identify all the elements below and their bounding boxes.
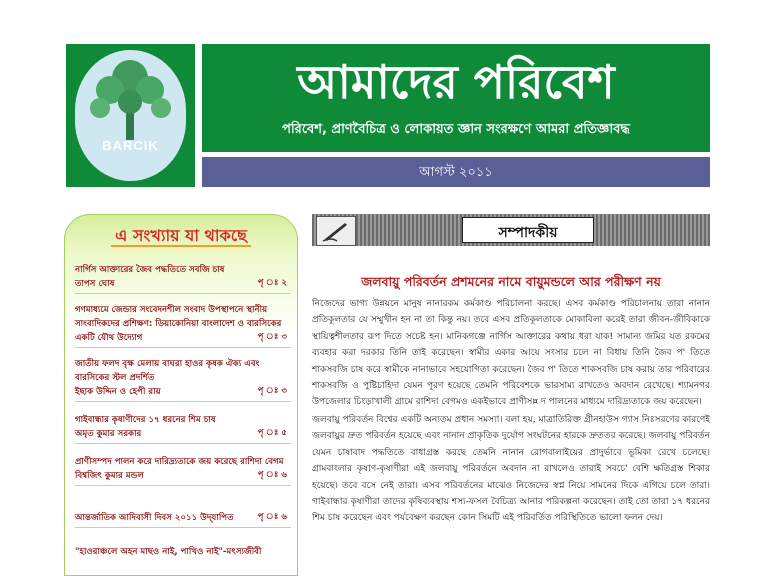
newsletter-tagline: পরিবেশ, প্রাণবৈচিত্র ও লোকায়ত জ্ঞান সংরক্ষণে আমরা প্রতিজ্ঞাবদ্ধ <box>282 122 630 137</box>
editorial-banner <box>312 214 710 246</box>
issue-date-bar <box>202 157 710 187</box>
contents-item-author: তাপস ঘোষ <box>75 279 115 289</box>
editorial-headline: জলবায়ু পরিবর্তন প্রশমনের নামে বায়ুমন্ডলে আর পরীক্ষণ নয় <box>361 274 661 289</box>
issue-date: আগস্ট ২০১১ <box>419 165 493 180</box>
editorial-paragraph: নিজেদের ভাগ্য উন্নয়নে মানুষ নানারকম কর্মকাণ্ড পরিচালনা করছে। এসব কর্মকাণ্ড পরিচালনায় তারা নানান প্রতিকূলতার যে সম্মুখীন হন না তা কিন্তু নয়। তবে এসব প্রতিকূলতাকে মোকাবিলা করেই তারা জীবন-জীবিকাকে স্থায়িত্বশীলতার রূপ দিতে সচেষ্ট হন। মানিকগঞ্জে নার্গিস আক্তারের কথায় ধরা যাক! সামান্য জমির যত রকমের ব্যবহার করা দরকার তিনি তাই করেছেন। স্বামীর একার আয়ে সংসার চলে না বিধায় তিনি জৈব প' তিতে শাকসবজি চাষ করে স্বামীকে নানাভাবে সহযোগিতা করেছেন। জৈব প' তিতে শাকসবজি চাষ করায় তার পরিবারের শাকসবজি ও পুষ্টিচাহিদা যেমন পূরণ হয়েছে তেমনি পরিবেশকে ভারসাম্য রাখতেও অবদান রেখেছে। শ্যামনগর উপজেলার চিংড়াখালী গ্রামে রাশিদা বেগমও একইভাবে প্রাণীস¤ দ পালনের মাধ্যমে দারিদ্র্যতাকে জয় করেছেন। <box>312 299 710 408</box>
contents-item-title: "হাওরাঞ্চলে অহন মাছও নাই, পাখিও নাই"-মৎস্যজীবী <box>75 547 262 557</box>
contents-item[interactable] <box>75 303 291 348</box>
contents-item-page: পৃ ঃ ৬ <box>257 470 287 480</box>
editorial-paragraph: জলবায়ু পরিবর্তন বিশ্বের একটি অন্যতম প্রধান সমস্যা। বলা হয়, মাত্রাতিরিক্ত গ্রীনহাউস গ্যাস নিঃসরণের কারণেই জলবায়ুর দ্রুত পরিবর্তন হয়েছে এবং নানান প্রাকৃতিক দুর্যোগ সংঘটনের হারকে দ্রুততর করেছে। জলবায়ু পরিবর্তন যেমন চাষাবাদ পদ্ধতিতে বাধাগ্রস্ত করছে তেমনি নানান রোগবালাইয়ের প্রাদুর্ভাবে ভূমিকা রেখে চলেছে। গ্রামবাংলার কৃষাণ-কৃষাণীরা এই জলবায়ু পরিবর্তনে অবদান না রাখলেও তারাই সবচে' বেশি ক্ষতিগ্রস্ত শিকার হয়েছে। তবে বসে নেই তারা। এসব পরিবর্তনের মাঝেও নিজেদের স্বপ্ন নিয়ে সামনের দিকে এগিয়ে চলে তারা। গাইবান্ধার কৃষাণীরা তাদের কৃষিব্যবস্থায় শস্য-ফসল বৈচিত্র্য আনার পরিকল্পনা করেছেন। তাই তো তারা ১৭ ধরনের শিম চাষ করেছেন এবং পর্যবেক্ষণ করছেন কোন সিমটি এই পরিবর্তিত পরিস্থিতিতে ভালো ফলন দেয়। <box>312 415 710 524</box>
contents-item[interactable] <box>75 511 291 528</box>
contents-item-title: গণমাধ্যমে জেন্ডার সংবেদনশীল সংবাদ উপস্থাপনে স্থানীয় সাংবাদিকদের প্রশিক্ষণ: ডিয়াকোনিয়া বাংলাদেশ ও বারসিকের একটি যৌথ উদ্যোগ <box>75 305 282 343</box>
contents-item-page: পৃ ঃ ৩ <box>257 386 287 396</box>
quill-pen-icon <box>316 216 356 246</box>
contents-item-author: বিশ্বজিৎ কুমার মন্ডল <box>75 471 144 481</box>
barcik-logo <box>66 44 195 187</box>
contents-item-page: পৃ ঃ ৬ <box>257 512 287 522</box>
contents-item[interactable] <box>75 413 291 444</box>
contents-item[interactable] <box>75 545 291 561</box>
contents-item-title: গাইবান্ধার কৃষাণীদের ১৭ ধরনের শিম চাষ <box>75 415 216 425</box>
contents-item-author: অমৃত কুমার সরকার <box>75 429 142 439</box>
contents-item-title: প্রাণীসম্পদ পালন করে দারিদ্র্যতাকে জয় করেছে রাশিদা বেগম <box>75 457 284 467</box>
contents-item[interactable] <box>75 263 291 294</box>
contents-item-title: জাতীয় ফলদ বৃক্ষ মেলায় বাঘরা হাওর কৃষক ঐক্য এবং বারসিকের স্টল প্রদর্শিত <box>75 359 260 383</box>
newsletter-title: আমাদের পরিবেশ <box>297 55 615 109</box>
contents-item-page: পৃ ঃ ৩ <box>257 332 287 342</box>
editorial-label: সম্পাদকীয় <box>498 225 558 241</box>
editorial-label-box <box>462 217 594 243</box>
logo-text: BARCIK <box>102 138 159 153</box>
contents-item-title: নার্গিস আক্তারের জৈব পদ্ধতিতে সবজি চাষ <box>75 265 225 275</box>
contents-item[interactable] <box>75 357 291 402</box>
contents-panel <box>64 214 298 576</box>
tree-icon <box>75 50 186 181</box>
contents-item-page: পৃ ঃ ২ <box>257 278 287 288</box>
contents-item-title: আন্তর্জাতিক আদিবাসী দিবস ২০১১ উদ্‌যাপিত <box>75 513 234 523</box>
contents-item-author: ইছাক উদ্দিন ও হেপী রায় <box>75 387 161 397</box>
contents-item[interactable] <box>75 455 291 486</box>
logo-emblem <box>75 50 186 181</box>
contents-item-page: পৃ ঃ ৫ <box>257 428 287 438</box>
contents-heading: এ সংখ্যায় যা থাকছে <box>65 223 297 250</box>
masthead-banner <box>202 44 710 152</box>
